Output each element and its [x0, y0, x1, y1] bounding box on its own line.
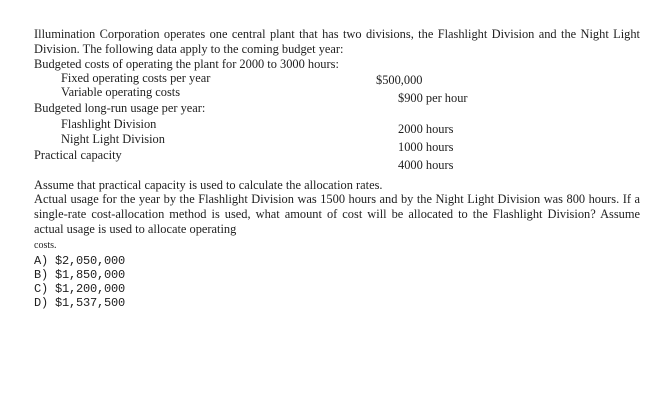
option-letter: B) [34, 268, 49, 282]
option-value: $1,200,000 [55, 282, 126, 296]
variable-costs-value: $900 per hour [398, 91, 468, 105]
intro-paragraph: Illumination Corporation operates one central plant that has two divisions, the Flashlight Division and the Night Light Division. The following data apply to the coming budget year: [34, 27, 640, 56]
fixed-costs-label: Fixed operating costs per year [61, 71, 211, 85]
question-text: Actual usage for the year by the Flashlight Division was 1500 hours and by the Night Light Division was 800 hours. If a single-rate cost-allocation method is used, what amount of cost will be allocated to the Flashlight Division? Assume actual usage is used to allocate operating [34, 192, 640, 236]
assumption-text: Assume that practical capacity is used to calculate the allocation rates. [34, 178, 383, 192]
option-b[interactable] [34, 268, 125, 283]
nightlight-label: Night Light Division [61, 132, 165, 146]
nightlight-value: 1000 hours [398, 140, 454, 154]
option-d[interactable] [34, 296, 125, 311]
question-tail: costs. [34, 240, 57, 251]
flashlight-value: 2000 hours [398, 122, 454, 136]
option-letter: C) [34, 282, 49, 296]
option-value: $1,850,000 [55, 268, 126, 282]
usage-heading: Budgeted long-run usage per year: [34, 101, 206, 115]
capacity-label: Practical capacity [34, 148, 122, 162]
flashlight-label: Flashlight Division [61, 117, 157, 131]
option-a[interactable] [34, 254, 125, 269]
option-letter: D) [34, 296, 49, 310]
capacity-value: 4000 hours [398, 158, 454, 172]
option-value: $2,050,000 [55, 254, 126, 268]
option-letter: A) [34, 254, 49, 268]
fixed-costs-value: $500,000 [376, 73, 423, 87]
variable-costs-label: Variable operating costs [61, 85, 181, 99]
option-value: $1,537,500 [55, 296, 126, 310]
option-c[interactable] [34, 282, 125, 297]
budgeted-costs-heading: Budgeted costs of operating the plant for 2000 to 3000 hours: [34, 57, 339, 71]
